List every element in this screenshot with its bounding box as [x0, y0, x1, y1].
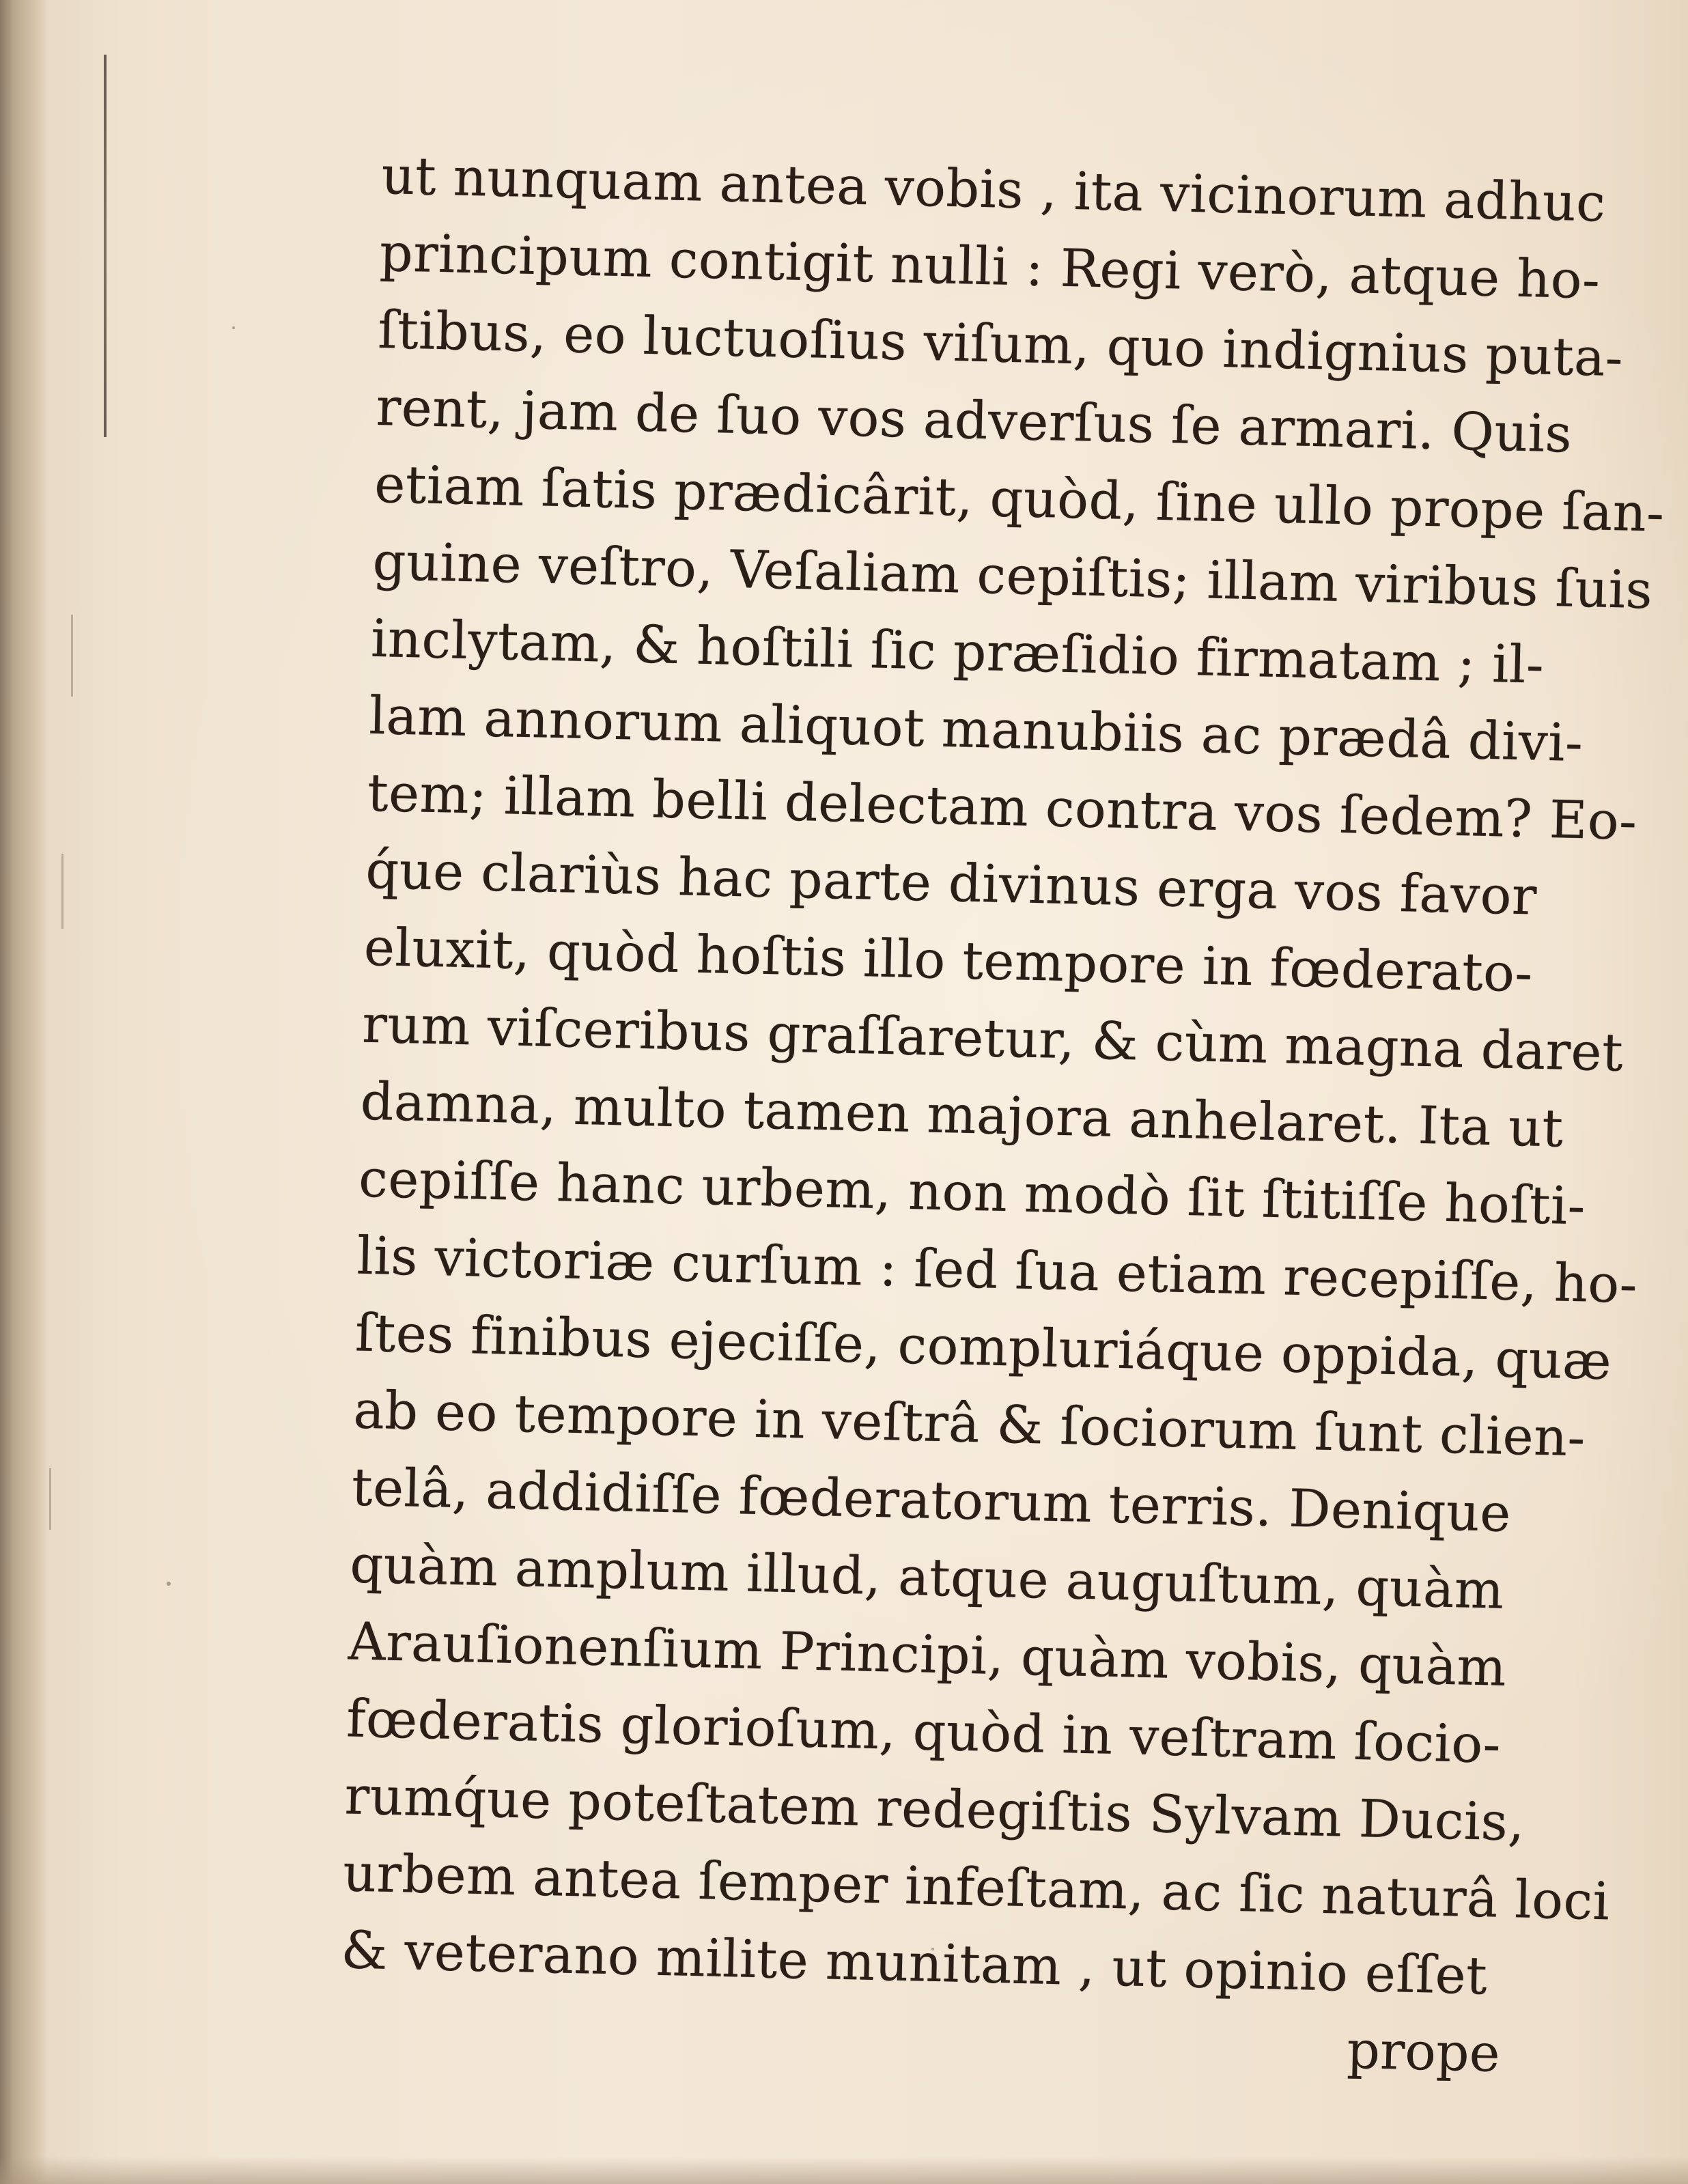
text-line: fœderatis glorioſum, quòd in veſtram ſocio- — [346, 1688, 1502, 1775]
text-line: ſtibus, eo luctuoſius viſum, quo indignius puta- — [377, 298, 1624, 389]
binding-stitch — [104, 55, 107, 437]
page-edge-shadow — [0, 2157, 1688, 2184]
text-line: principum contigit nulli : Regi verò, atque ho- — [379, 221, 1601, 311]
binding-mark — [71, 615, 73, 697]
text-line: inclytam, & hoſtili ſic præſidio firmatam ; il- — [370, 607, 1545, 695]
text-line: lis victoriæ curſum : ſed ſua etiam recepiſſe, ho- — [356, 1224, 1638, 1315]
text-line: quàm amplum illud, atque auguſtum, quàm — [349, 1533, 1505, 1621]
gutter-shadow — [0, 0, 48, 2184]
text-line: rum viſceribus graſſaretur, & cùm magna daret — [361, 993, 1624, 1083]
text-line: q́ue clariùs hac parte divinus erga vos favor — [365, 839, 1538, 927]
text-line: telâ, addidiſſe fœderatorum terris. Denique — [351, 1456, 1512, 1544]
text-line: lam annorum aliquot manubiis ac prædâ divi- — [368, 684, 1584, 774]
text-line: guine veſtro, Veſaliam cepiſtis; illam viribus ſuis — [371, 530, 1654, 621]
text-line: etiam ſatis prædicârit, quòd, ſine ullo prope ſan- — [374, 453, 1665, 544]
text-line: ſtes finibus ejeciſſe, compluriáque oppida, quæ — [354, 1302, 1613, 1392]
text-line: & veterano milite munitam , ut opinio eſſet — [340, 1919, 1489, 2006]
text-line: damna, multo tamen majora anhelaret. Ita ut — [359, 1070, 1564, 1159]
latin-text-block — [339, 137, 1665, 2094]
text-line: urbem antea ſemper infeſtam, ac ſic naturâ loci — [342, 1842, 1611, 1932]
binding-mark — [49, 1468, 51, 1530]
text-line: cepiſſe hanc urbem, non modò ſit ſtitiſſe hoſti- — [358, 1147, 1586, 1237]
paper-speck — [167, 1582, 171, 1586]
text-line: rumq́ue poteſtatem redegiſtis Sylvam Ducis, — [343, 1765, 1525, 1853]
paper-speck — [232, 326, 235, 329]
text-line: tem; illam belli delectam contra vos ſedem? Eo- — [367, 761, 1638, 852]
text-line: rent, jam de ſuo vos adverſus ſe armari. Quis — [376, 376, 1573, 464]
binding-mark — [61, 854, 64, 929]
text-line: ut nunquam antea vobis , ita vicinorum adhuc — [380, 144, 1607, 234]
catchword: prope — [1346, 2019, 1501, 2084]
text-line: ab eo tempore in veſtrâ & ſociorum ſunt clien- — [352, 1379, 1586, 1468]
text-line: eluxit, quòd hoſtis illo tempore in fœderato- — [363, 916, 1534, 1004]
text-line: Arauſionenſium Principi, quàm vobis, quàm — [347, 1610, 1508, 1698]
